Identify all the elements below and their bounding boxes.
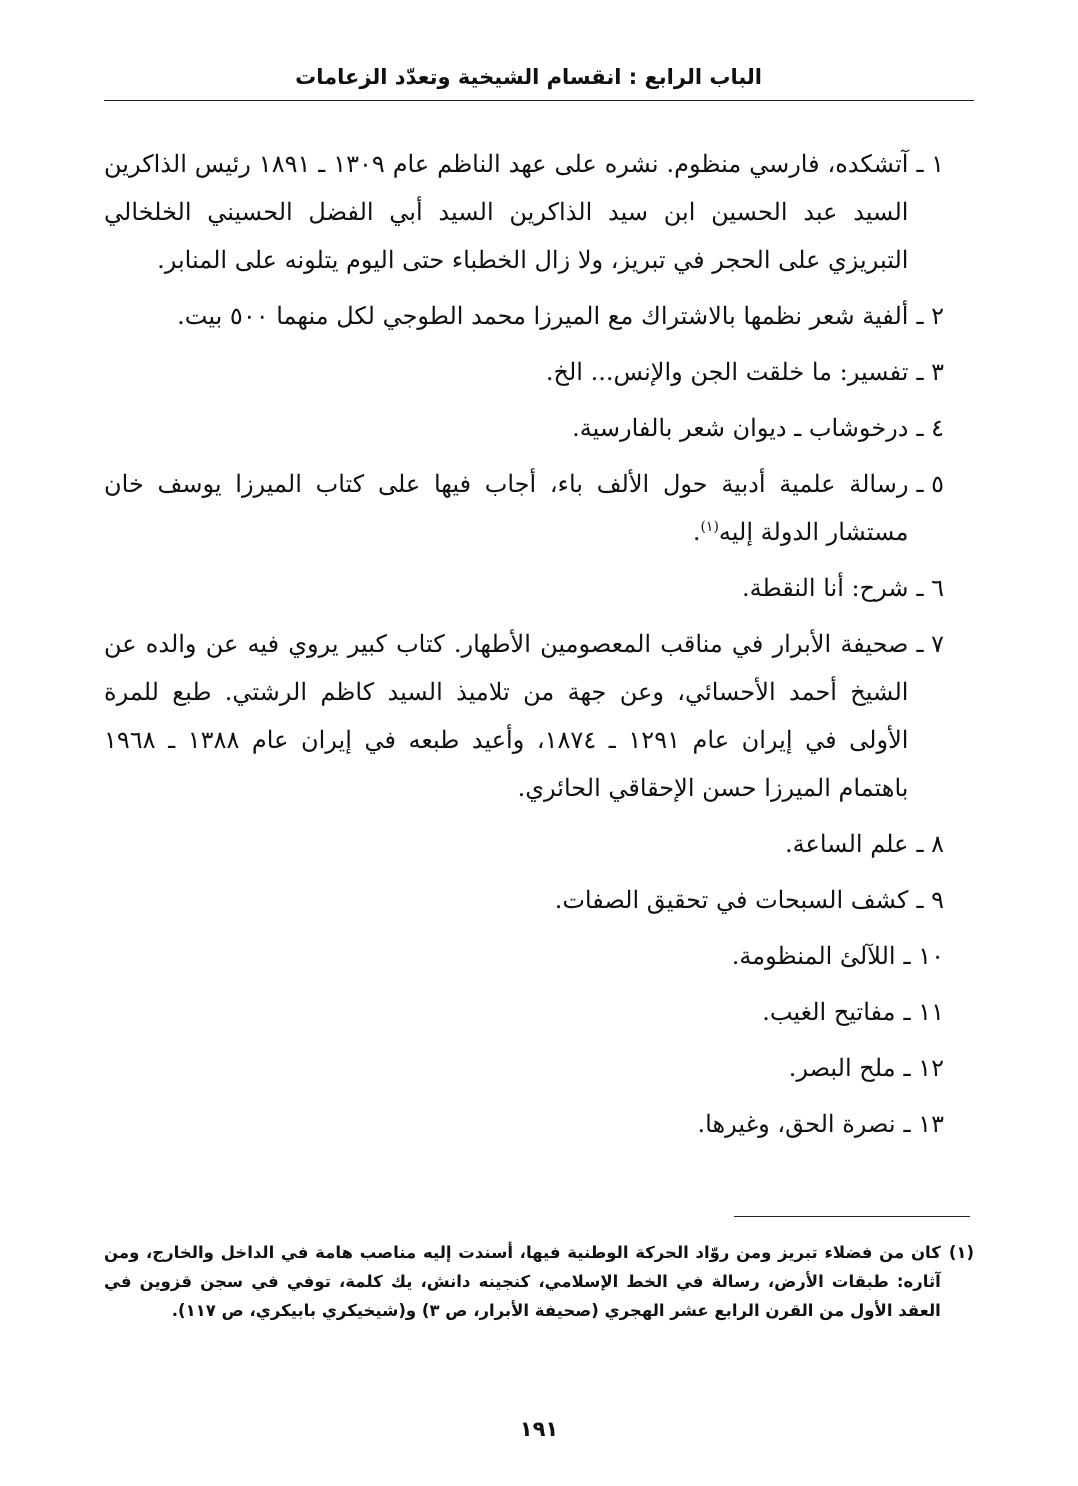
- item-number: ١٠ ـ: [903, 942, 944, 970]
- item-text-tail: .: [692, 518, 701, 546]
- item-text: درخوشاب ـ ديوان شعر بالفارسية.: [572, 414, 909, 442]
- running-header: الباب الرابع : انقسام الشيخية وتعدّد الزعامات: [295, 65, 762, 89]
- footnote: [104, 1238, 974, 1325]
- item-number: ١١ ـ: [903, 998, 944, 1026]
- item-text: آتشكده، فارسي منظوم. نشره على عهد الناظم عام ١٣٠٩ ـ ١٨٩١ رئيس الذاكرين السيد عبد الحسين ابن سيد الذاكرين السيد أبي الفضل الحسيني الخلخالي التبريزي على الحجر في تبريز، ولا زال الخطباء حتى اليوم يتلونه على المنابر.: [104, 150, 909, 274]
- item-number: ١ ـ: [916, 150, 944, 178]
- item-number: ٢ ـ: [916, 302, 944, 330]
- item-number: ١٢ ـ: [903, 1054, 944, 1082]
- page-number: ١٩١: [519, 1417, 559, 1441]
- list-item: [104, 988, 944, 1036]
- item-text: رسالة علمية أدبية حول الألف باء، أجاب فيها على كتاب الميرزا يوسف خان مستشار الدولة إليه: [104, 470, 909, 546]
- item-number: ٦ ـ: [916, 574, 944, 602]
- item-text: مفاتيح الغيب.: [762, 998, 896, 1026]
- item-text: تفسير: ما خلقت الجن والإنس... الخ.: [545, 358, 909, 386]
- item-number: ٥ ـ: [916, 470, 944, 498]
- list-item: [104, 292, 944, 340]
- item-text: صحيفة الأبرار في مناقب المعصومين الأطهار. كتاب كبير يروي فيه عن والده عن الشيخ أحمد الأحسائي، وعن جهة من تلاميذ السيد كاظم الرشتي. طبع للمرة الأولى في إيران عام ١٢٩١ ـ ١٨٧٤، وأعيد طبعه في إيران عام ١٣٨٨ ـ ١٩٦٨ باهتمام الميرزا حسن الإحقاقي الحائري.: [104, 630, 909, 802]
- list-item: [104, 876, 944, 924]
- item-text: اللآلئ المنظومة.: [731, 942, 896, 970]
- item-text: علم الساعة.: [785, 830, 909, 858]
- item-number: ٨ ـ: [916, 830, 944, 858]
- list-item: [104, 404, 944, 452]
- item-text: ملح البصر.: [788, 1054, 896, 1082]
- item-text: كشف السبحات في تحقيق الصفات.: [554, 886, 909, 914]
- list-item: [104, 140, 944, 284]
- item-text: ألفية شعر نظمها بالاشتراك مع الميرزا محمد الطوجي لكل منهما ٥٠٠ بيت.: [177, 302, 909, 330]
- item-number: ٧ ـ: [916, 630, 944, 658]
- list-item: [104, 348, 944, 396]
- item-text: شرح: أنا النقطة.: [742, 574, 909, 602]
- item-text-wrapper: [104, 460, 908, 556]
- item-number: ٣ ـ: [916, 358, 944, 386]
- item-number: ٩ ـ: [916, 886, 944, 914]
- list-item: [104, 820, 944, 868]
- list-item: [104, 1044, 944, 1092]
- header-rule: [104, 100, 974, 101]
- list-item: [104, 460, 944, 556]
- footnote-mark: (١): [948, 1243, 974, 1262]
- list-item: [104, 620, 944, 812]
- footnote-text: كان من فضلاء تبريز ومن روّاد الحركة الوطنية فيها، أسندت إليه مناصب هامة في الداخل والخارج، ومن آثاره: طبقات الأرض، رسالة في الخط الإسلامي، كنجينه دانش، يك كلمة، توفي في سجن قزوين في العقد الأول من القرن الرابع عشر الهجري (صحيفة الأبرار، ص ٣) و(شيخيكري بابيكري، ص ١١٧).: [104, 1243, 941, 1320]
- list-item: [104, 1100, 944, 1148]
- item-number: ١٣ ـ: [903, 1110, 944, 1138]
- list-item: [104, 932, 944, 980]
- item-text: نصرة الحق، وغيرها.: [697, 1110, 896, 1138]
- list-item: [104, 564, 944, 612]
- main-text: [104, 140, 944, 1156]
- item-number: ٤ ـ: [916, 414, 944, 442]
- footnote-reference[interactable]: (١): [700, 519, 719, 535]
- footnote-rule: [734, 1216, 970, 1217]
